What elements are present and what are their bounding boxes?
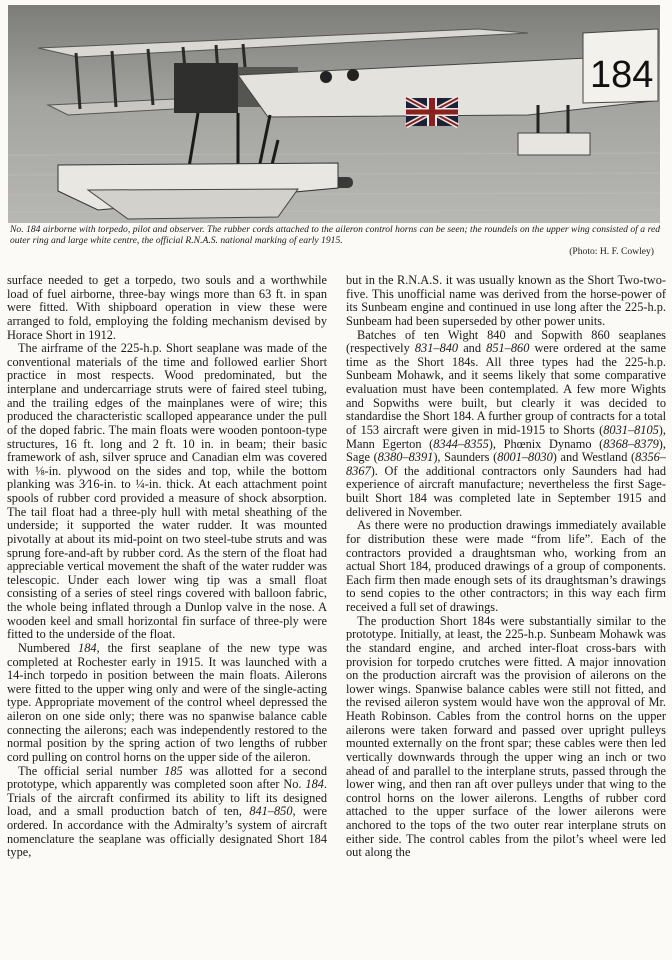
- italic-text: 184: [305, 777, 324, 792]
- text-run: , the first seaplane of the new type was completed at Rochester early in 1915. It was launched with a 14-inch torpedo in position between the main floats. Ailerons were fitted to the upper wing only and were of the single-acting type. Appropriate movement of the control wheel depressed the aileron on one side only; there was no spanwise balance cable connecting the ailerons; each was independently restored to the normal position by the spring action of two lengths of rubber cord pulling on control horns on the upper side of the aileron.: [7, 640, 327, 764]
- seaplane-icon: [8, 5, 660, 223]
- photo-caption: [10, 224, 660, 258]
- text-run: ), Mann Egerton (: [346, 422, 666, 451]
- text-run: were ordered at the same time as the Short 184s. All three types had the 225-h.p. Sunbeam Mohawk, and it seems likely that some comparative evaluation must have been contemplated. A few more Wights and Sopwiths were built, but clearly it was decided to standardise the Short 184. A further group of contracts for a total of 153 aircraft were given in mid-1915 to Shorts (: [346, 341, 666, 437]
- text-run: As there were no production drawings immediately available for distribution these were made “from life”. Each of the contractors provided a draughtsman who, working from an actual Short 184, produced drawings of a group of components. Each firm then made enough sets of its draughtsman’s drawings to send copies to the other contractors; in this way each firm received a full set of drawings.: [346, 518, 666, 614]
- text-run: surface needed to get a torpedo, two souls and a worthwhile load of fuel airborne, three-bay wings more than 63 ft. in span were fitted. With shipboard operation in view these were arranged to fold, employing the folding mechanism devised by Horace Short in 1912.: [7, 274, 327, 342]
- italic-text: 185: [164, 763, 183, 778]
- italic-text: 851–860: [486, 341, 530, 356]
- text-run: ), Phœnix Dynamo (: [488, 436, 604, 451]
- text-run: ), Saunders (: [433, 450, 498, 465]
- italic-text: 831–840: [414, 341, 459, 356]
- caption-text: No. 184 airborne with torpedo, pilot and observer. The rubber cords attached to the aileron control horns can be seen; the roundels on the upper wing consisted of a red outer ring and large white centre, the official R.N.A.S. national marking of early 1915.: [10, 224, 660, 247]
- text-run: ), Sage (: [346, 436, 666, 465]
- body-paragraph: [7, 274, 327, 342]
- text-run: The production Short 184s were substantially similar to the prototype. Initially, at least, the 225-h.p. Sunbeam Mohawk was the standard engine, and arched inter-float cross-bars with provision for torpedo crutches were fitted. A major innovation on the production aircraft was the provision of ailerons on the lower wings. Spanwise balance cables were still not fitted, and the revised aileron system would have won the approval of Mr. Heath Robinson. Cables from the control horns on the upper ailerons were taken forward and passed over upright pulleys mounted externally on the front spar; these cables were then led vertically downwards through the upper wing an inch or two ahead of and parallel to the interplane struts, passed through the lower wing, and then ran aft over pulleys under that wing to the control horns on the lower ailerons. Lengths of rubber cord attached to the upper surface of the lower ailerons were anchored to the tops of the two outer rear interplane struts on either side. The control cables from the pilot’s wheel were led out along the: [346, 613, 666, 860]
- italic-text: 8380–8391: [377, 450, 434, 465]
- italic-text: 8344–8355: [433, 436, 489, 451]
- body-paragraph: [346, 274, 666, 329]
- italic-text: 8031–8105: [603, 422, 659, 437]
- text-run: The airframe of the 225-h.p. Short seaplane was made of the conventional materials of the time and followed earlier Short practice in most respects. Wood predominated, but the interplane and undercarriage struts were of faired steel tubing, and the trailing edges of the mainplanes were of wire; this produced the characteristic scalloped appearance under the pull of the doped fabric. The main floats were wooden pontoon-type structures, 16 ft. long and 2 ft. 10 in. in beam; their basic framework of ash, silver spruce and Canadian elm was covered with ⅛-in. plywood on the sides and top, while the bottom planking was 3⁄16-in. to ¼-in. thick. At each attachment point spools of rubber cord provided a measure of shock absorption. The tail float had a three-ply hull with metal sheathing of the underside; it supported the water rudder. It was mounted pivotally at about its mid-point on two steel-tube struts and was sprung fore-and-aft by rubber cord. As the stern of the float had appreciable vertical movement the shaft of the water rudder was telescopic. Under each lower wing tip was a small float consisting of a series of steel rings covered with balloon fabric, the whole being inflated through a Dunlop valve in the nose. A wooden keel and small horizontal fin surface of three-ply were fitted to the underside of the float.: [7, 341, 327, 642]
- text-run: Numbered: [18, 640, 79, 655]
- body-paragraph: [7, 642, 327, 765]
- body-paragraph: [346, 329, 666, 520]
- body-paragraph: [7, 342, 327, 642]
- text-run: but in the R.N.A.S. it was usually known as the Short Two-two-five. This unofficial name was derived from the horse-power of its Sunbeam engine and continued in use long after the 225-h.p. Sunbeam had been superseded by other power units.: [346, 274, 666, 328]
- left-text-column: [7, 274, 327, 960]
- text-run: was allotted for a second prototype, which apparently was completed soon after No.: [7, 763, 327, 792]
- text-run: and: [458, 341, 487, 356]
- italic-text: 8368–8379: [603, 436, 659, 451]
- italic-text: 8356–8367: [346, 450, 666, 478]
- text-run: , were ordered. In accordance with the Admiralty’s system of aircraft nomenclature the seaplane was officially designated Short 184 type,: [7, 804, 327, 860]
- seaplane-photo: [8, 5, 660, 223]
- text-run: . Trials of the aircraft confirmed its ability to lift its designed load, and a small production batch of ten,: [7, 777, 327, 819]
- aircraft-number: 184: [590, 54, 654, 96]
- italic-text: 184: [78, 640, 97, 655]
- body-paragraph: [346, 615, 666, 860]
- text-run: Batches of ten Wight 840 and Sopwith 860 seaplanes (respectively: [346, 327, 666, 356]
- italic-text: 841–850: [249, 804, 293, 819]
- photo-credit: (Photo: H. F. Cowley): [569, 246, 654, 258]
- text-run: The official serial number: [18, 763, 165, 778]
- text-run: ). Of the additional contractors only Saunders had had experience of aircraft manufacture; nevertheless the first Sage-built Short 184 was completed late in September 1915 and delivered in November.: [346, 463, 666, 519]
- right-text-column: [346, 274, 666, 960]
- text-run: ) and Westland (: [552, 450, 636, 465]
- body-paragraph: [346, 519, 666, 614]
- body-paragraph: [7, 765, 327, 860]
- italic-text: 8001–8030: [497, 450, 553, 465]
